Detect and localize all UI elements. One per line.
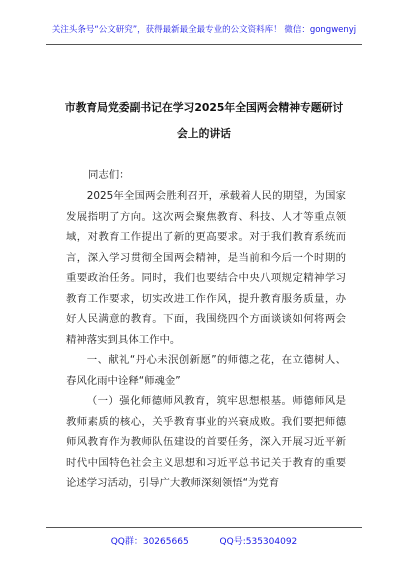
footer-divider (46, 527, 362, 528)
footer-qq-number: QQ号:535304092 (219, 537, 298, 547)
footer-qq-group: QQ群：30265665 (110, 537, 189, 547)
paragraph-1: 2025年全国两会胜利召开，承载着人民的期望，为国家发展指明了方向。这次两会聚焦教育、科技、人才等重点领域，对教育工作提出了新的更高要求。对于我们教育系统而言，深入学习贯彻全国两会精神，是当前和今后一个时期的重要政治任务。同时，我们也要结合中央八项规定精神学习教育工作要求，切实改进工作作风，提升教育服务质量，办好人民满意的教育。下面，我围绕四个方面谈谈如何将两会精神落实到具体工作中。 (66, 190, 346, 346)
header-notice: 关注头条号“公文研究”，获得最新最全最专业的公文资料库！ 微信：gongwenyj (51, 25, 357, 35)
section-heading-1: 一、献礼“丹心未泯创新愿”的师德之花，在立德树人、春风化雨中诠释“师魂金” (66, 354, 346, 387)
document-title-line-2: 会上的讲话 (177, 127, 231, 140)
footer-contact (0, 534, 408, 547)
greeting: 同志们： (88, 169, 130, 181)
paragraph-2: （一）强化师德师风教育，筑牢思想根基。师德师风是教师素质的核心，关乎教育事业的兴衰成败。我们要把师德师风教育作为教师队伍建设的首要任务，深入开展习近平新时代中国特色社会主义思想和习近平总书记关于教育的重要论述学习活动，引导广大教师深刻领悟“为党育 (66, 395, 346, 489)
body-text (66, 186, 346, 494)
document-title-line-1: 市教育局党委副书记在学习2025年全国两会精神专题研讨 (64, 101, 344, 114)
header-divider (46, 44, 362, 45)
